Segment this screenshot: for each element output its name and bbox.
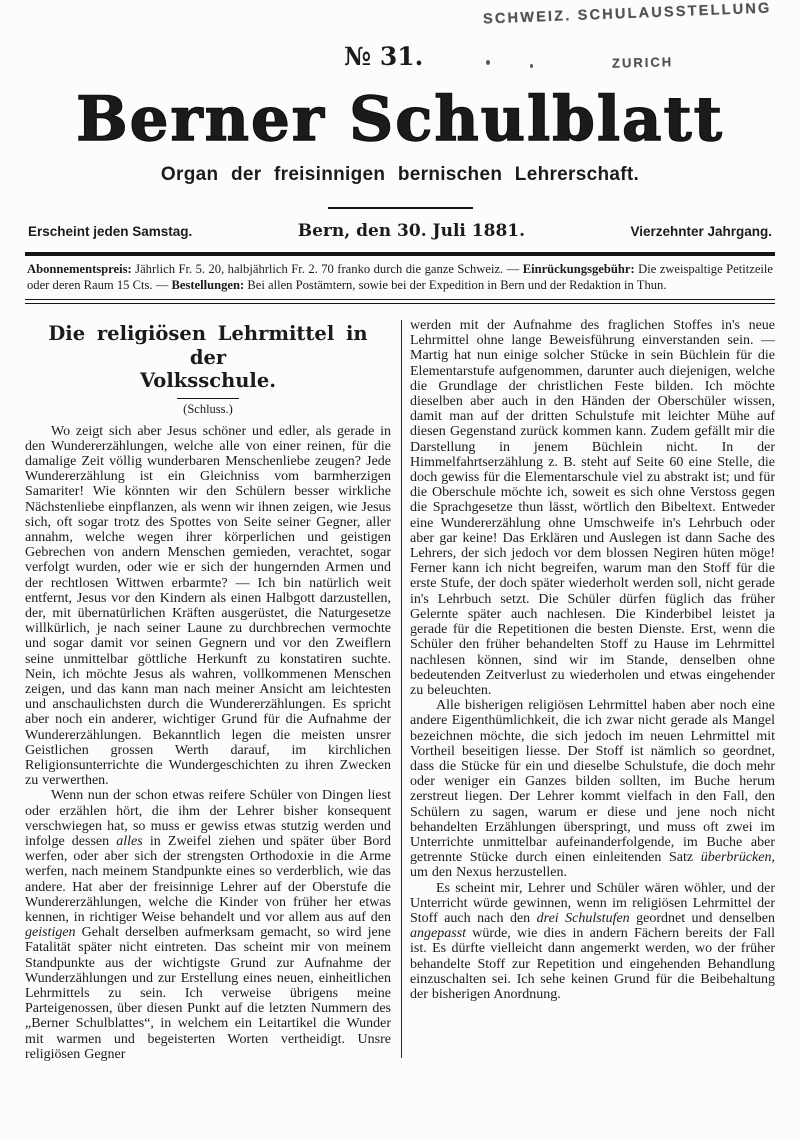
article-paragraph: Es scheint mir, Lehrer und Schüler wären wöhler, und der Unterricht würde gewinnen, wenn im religiösen Lehrmittel der Stoff auch nach den drei Schulstufen geordnet und denselben angepasst würde, wie dies in andern Fächern bereits der Fall ist. Es dürfte vielleicht dann angemerkt werden, wo der früher behandelte Stoff zur Repetition und eingehenden Behandlung einzuschalten sei. Ich sehe keinen Grund für die Beibehaltung der bisherigen Anordnung. bbox=[410, 880, 775, 1002]
article-paragraph: werden mit der Aufnahme des fraglichen Stoffes in's neue Lehrmittel ohne lange Beweisführung einverstanden sein. — Martig hat nun einige solcher Stücke in sein Büchlein für die Elementarstufe aufgenommen, darunter auch diejenigen, welche die Grundlage der christlichen Feste bilden. Ich möchte dieselben aber auch in den Händen der Oberschüler wissen, damit man auf der dritten Schulstufe mit leichter Mühe auf diesen Gegenstand zurück kommen kann. Zudem gefällt mir die Darstellung in jenem Büchlein nicht. In der Himmelfahrtserzählung z. B. steht auf Seite 60 eine Stelle, die doch gewiss für die Elementarschule viel zu abstrakt ist; und für die Oberschule möchte ich, soweit es sich ohne Verstoss gegen die Sprachgesetze thun lässt, wörtlich den Bibeltext. Entweder eine Wundererzählung ohne Umschweife in's Lehrbuch oder aber gar keine! Das Erklären und Auslegen ist dann Sache des Lehrers, der sich jedoch vor dem blossen Negiren hüten möge! Ferner kann ich nicht begreifen, warum man den Stoff für die erste Stufe, der doch später wiederholt werden soll, nicht gerade in's Lehrbuch setzt. Die Schüler dürfen füglich das früher Gelernte später auch nachlesen. Die Kinderbibel leistet ja gerade für die Repetitionen die besten Dienste. Erst, wenn die Schüler den früher behandelten Stoff zu Hause im Lehrmittel nachlesen können, sind wir im Stande, denselben ohne bedeutenden Zeitverlust zu wiederholen und etwas eingehender zu beleuchten. bbox=[410, 318, 776, 698]
ink-speck bbox=[486, 60, 490, 65]
volume-label: Vierzehnter Jahrgang. bbox=[630, 224, 772, 240]
masthead-subtitle: Organ der freisinnigen bernischen Lehrerschaft. bbox=[160, 164, 640, 186]
article-paragraph: Wenn nun der schon etwas reifere Schüler von Dingen liest oder erzählen hört, die ihm der Lehrer bisher konsequent verschwiegen hat, so muss er gewiss etwas stutzig werden und infolge dessen alles in Zweifel ziehen und später über Bord werfen, oder aber sich der strengsten Orthodoxie in die Arme werfen, nach meinem Standpunkte eines so verderblich, wie das andere. Hat aber der freisinnige Lehrer auf der Oberstufe die Wundererzählungen, welche die Kinder von früher her etwas kennen, in richtiger Weise behandelt und vor allem aus auf den geistigen Gehalt derselben aufmerksam gemacht, so wird jene Fatalität später nicht eintreten. Das scheint mir von meinem Standpunkte aus der wichtigste Grund zur Aufnahme der Wunderzählungen und zur Erstellung eines neuen, einheitlichen Lehrmittels zu sein. Ich verweise übrigens meine Parteigenossen, über diesen Punkt auf die letzten Nummern des „Berner Schulblattes“, in welchem ein Leitartikel die Wunder mit warmen und begeisterten Worten vertheidigt. Unsre religiösen Gegner bbox=[25, 788, 391, 1062]
article-subtitle-schluss: (Schluss.) bbox=[183, 401, 233, 416]
stamp-schulausstellung: SCHWEIZ. SCHULAUSSTELLUNG bbox=[483, 0, 773, 28]
article-title bbox=[25, 322, 391, 393]
article-columns bbox=[25, 318, 775, 1062]
publication-schedule: Erscheint jeden Samstag. bbox=[28, 224, 193, 240]
issue-number: № 31. bbox=[344, 42, 424, 71]
masthead-divider-rule bbox=[328, 207, 473, 209]
article-paragraph: Alle bisherigen religiösen Lehrmittel haben aber noch eine andere Eigenthümlichkeit, die ich zwar nicht gerade als Mangel bezeichnen möchte, die sich jedoch im neuen Lehrmittel mit Vortheil beseitigen liesse. Der Stoff ist nämlich so geordnet, dass die Stücke für ein und dieselbe Schulstufe, die doch mehr oder weniger ein Ganzes bilden sollten, im Buche herum zerstreut liegen. Der Lehrer kommt vielfach in den Fall, den Schülern zu sagen, warum er diese und jene noch nicht behandelten Erzählungen überspringt, und muss oft zwei im Unterrichte unmittelbar aufeinanderfolgende, im Buche aber getrennte Stücke durch einen einleitenden Satz überbrücken, um den Nexus herzustellen. bbox=[410, 698, 775, 881]
article-title-line1: Die religiösen Lehrmittel in der bbox=[48, 322, 368, 369]
right-column-text bbox=[410, 318, 775, 1002]
issue-dateline: Bern, den 30. Juli 1881. bbox=[297, 221, 526, 242]
dateline-row bbox=[25, 221, 775, 241]
masthead-title: Berner Schulblatt bbox=[76, 84, 724, 155]
article-column-left bbox=[25, 318, 391, 1062]
article-paragraph: Wo zeigt sich aber Jesus schöner und edler, als gerade in den Wundererzählungen, welche alle von einer reinen, für die damalige Zeit völlig wunderbaren Menschenliebe zeugen? Jede Wundererzählung ist ein Gleichniss vom barmherzigen Samariter! Wie könnten wir den Schülern besser wirkliche Nächstenliebe einpflanzen, als wenn wir ihnen zeigen, wie Jesus sich, oft sogar trotz des Spottes von Seite seiner Gegner, aller annahm, welche wegen ihrer körperlichen und geistigen Gebrechen von andern Menschen gemieden, verachtet, sogar verfolgt wurden, oder wie er sich der hungernden Armen und der rechtlosen Wittwen erbarmte? — Ich bin natürlich weit entfernt, Jesus vor den Kindern als einen Halbgott darzustellen, der, mit übernatürlichen Kräften ausgerüstet, die Naturgesetze willkürlich, je nach seiner Laune zu durchbrechen vermochte und sogar damit vor seinen Gegnern und vor den Zweiflern seine unmittelbar göttliche Herkunft zu konstatiren suchte. Nein, ich möchte Jesus als wahren, vollkommenen Menschen zeigen, und das kann man nach meiner Ansicht am leichtesten und anschaulichsten durch die Wundererzählungen. Es spricht aber noch ein anderer, wichtiger Grund für die Aufnahme der Wundererzählungen. Bekanntlich legen die meisten unsrer Geistlichen grossen Werth darauf, im kirchlichen Religionsunterrichte die Wundergeschichten zu ihren Zwecken zu verwerthen. bbox=[25, 423, 391, 789]
article-column-right bbox=[410, 318, 775, 1062]
article-title-line2: Volksschule. bbox=[139, 369, 277, 393]
article-title-rule bbox=[177, 398, 239, 399]
ink-speck bbox=[530, 64, 533, 68]
left-column-text bbox=[25, 424, 391, 1063]
column-divider-rule bbox=[401, 320, 402, 1058]
imprint-line: Abonnementspreis: Jährlich Fr. 5. 20, halbjährlich Fr. 2. 70 franko durch die ganze Schweiz. — Einrückungsgebühr: Die zweispaltige Petitzeile oder deren Raum 15 Cts. — Bestellungen: Bei allen Postämtern, sowie bei der Expedition in Bern und der Redaktion in Thun. bbox=[27, 262, 773, 293]
stamp-zurich: ZURICH bbox=[611, 54, 674, 71]
thick-rule bbox=[25, 252, 775, 256]
double-rule bbox=[25, 299, 775, 304]
